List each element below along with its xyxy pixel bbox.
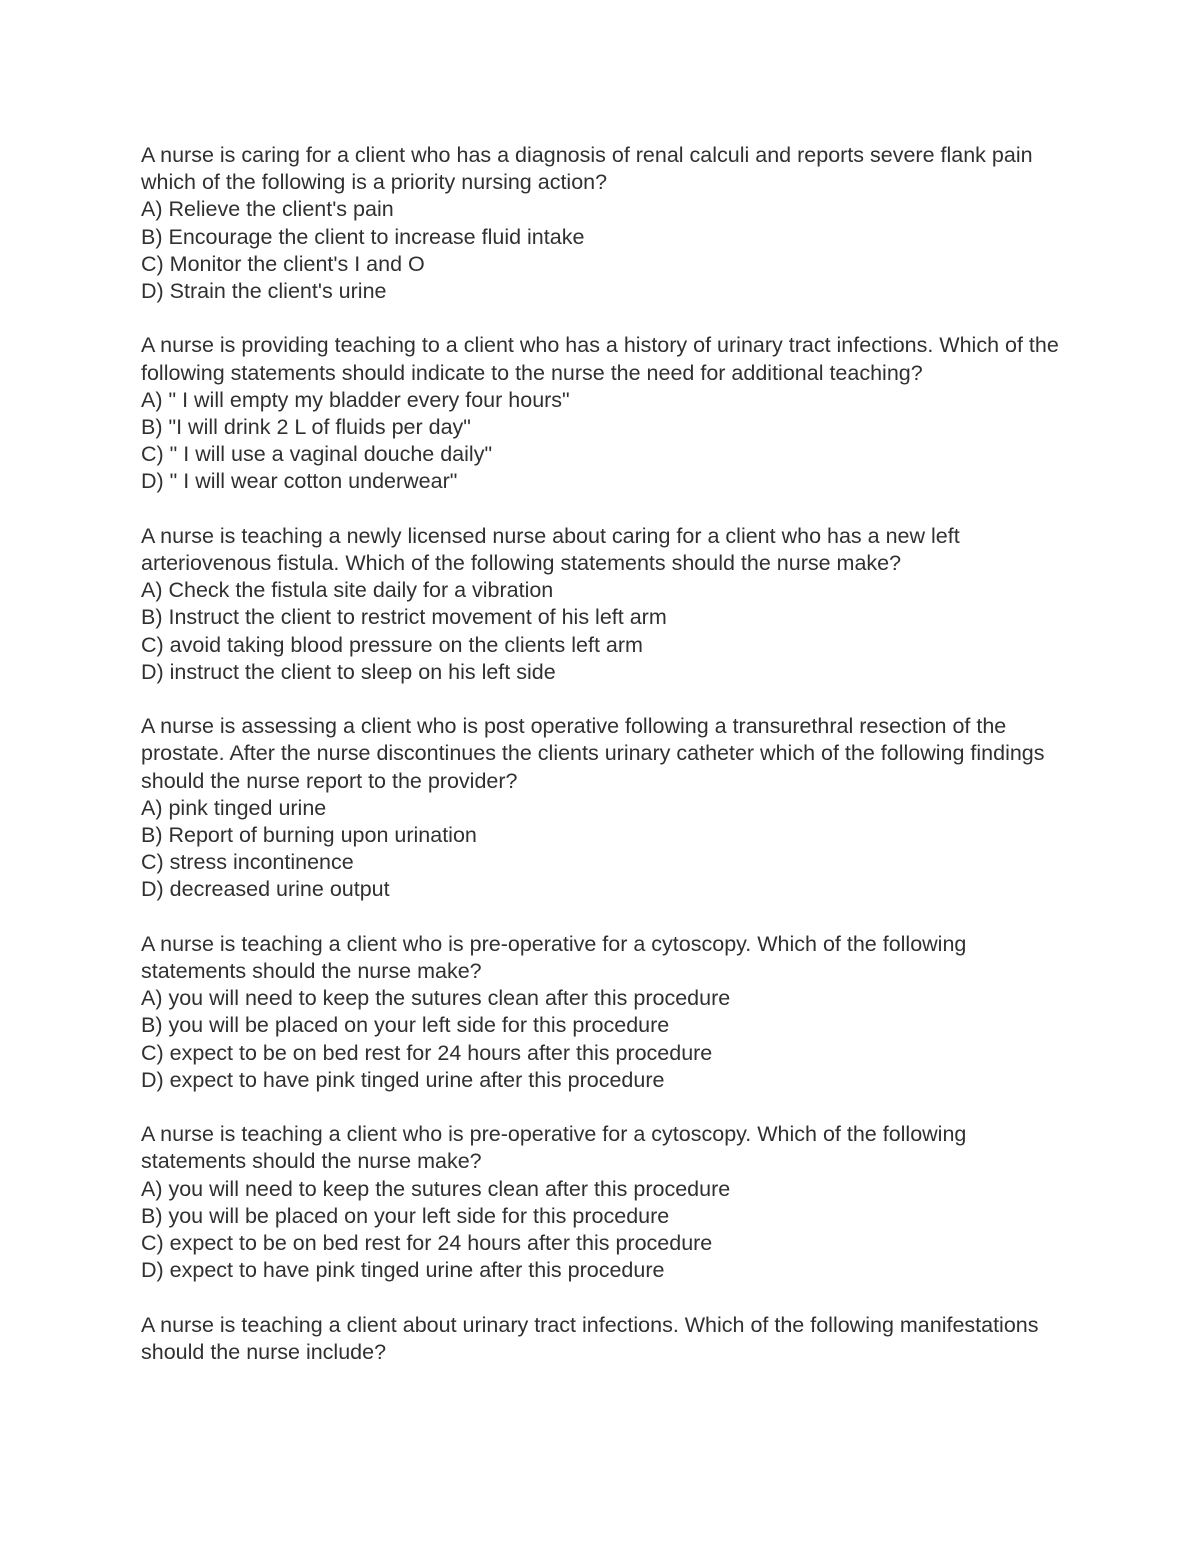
answer-option-d: D) expect to have pink tinged urine after this procedure [141,1067,665,1092]
question-stem: A nurse is teaching a client who is pre-operative for a cytoscopy. Which of the following statements should the nurse make? [141,931,967,984]
question-3 [141,523,1071,686]
question-stem: A nurse is teaching a newly licensed nurse about caring for a client who has a new left arteriovenous fistula. Which of the following statements should the nurse make? [141,523,960,576]
answer-option-b: B) Report of burning upon urination [141,823,477,848]
answer-option-d: D) instruct the client to sleep on his left side [141,659,556,684]
question-6 [141,1121,1071,1284]
question-stem: A nurse is caring for a client who has a diagnosis of renal calculi and reports severe flank pain which of the following is a priority nursing action? [141,143,1033,195]
answer-option-c: C) stress incontinence [141,850,354,875]
question-4 [141,713,1071,903]
question-stem: A nurse is teaching a client about urinary tract infections. Which of the following manifestations should the nurse include? [141,1312,1039,1364]
answer-option-c: C) avoid taking blood pressure on the clients left arm [141,632,643,657]
question-stem: A nurse is assessing a client who is post operative following a transurethral resection of the prostate. After the nurse discontinues the clients urinary catheter which of the following findings should the nurse report to the provider? [141,714,1045,793]
answer-option-b: B) Instruct the client to restrict movement of his left arm [141,605,667,630]
answer-option-b: B) you will be placed on your left side for this procedure [141,1013,670,1038]
answer-option-b: B) Encourage the client to increase fluid intake [141,224,585,249]
answer-option-b: B) you will be placed on your left side for this procedure [141,1203,670,1228]
answer-option-a: A) pink tinged urine [141,795,327,820]
question-7 [141,1312,1071,1366]
answer-option-c: C) expect to be on bed rest for 24 hours after this procedure [141,1231,713,1256]
question-2 [141,332,1071,495]
answer-option-c: C) Monitor the client's I and O [141,251,425,276]
answer-option-d: D) Strain the client's urine [141,279,387,304]
answer-option-c: C) expect to be on bed rest for 24 hours after this procedure [141,1040,713,1065]
answer-option-d: D) decreased urine output [141,877,390,902]
question-1 [141,142,1071,305]
answer-option-a: A) Relieve the client's pain [141,197,394,222]
answer-option-a: A) " I will empty my bladder every four hours" [141,387,570,412]
question-stem: A nurse is teaching a client who is pre-operative for a cytoscopy. Which of the following statements should the nurse make? [141,1122,967,1174]
answer-option-a: A) you will need to keep the sutures clean after this procedure [141,1176,731,1201]
answer-option-c: C) " I will use a vaginal douche daily" [141,442,493,467]
question-5 [141,931,1071,1094]
question-stem: A nurse is providing teaching to a client who has a history of urinary tract infections. Which of the following statements should indicate to the nurse the need for additional teaching? [141,333,1059,385]
answer-option-a: A) you will need to keep the sutures clean after this procedure [141,986,731,1011]
answer-option-d: D) " I will wear cotton underwear" [141,469,458,494]
answer-option-a: A) Check the fistula site daily for a vibration [141,578,554,603]
answer-option-d: D) expect to have pink tinged urine after this procedure [141,1258,665,1283]
document-body [141,142,1071,1393]
answer-option-b: B) "I will drink 2 L of fluids per day" [141,415,471,440]
